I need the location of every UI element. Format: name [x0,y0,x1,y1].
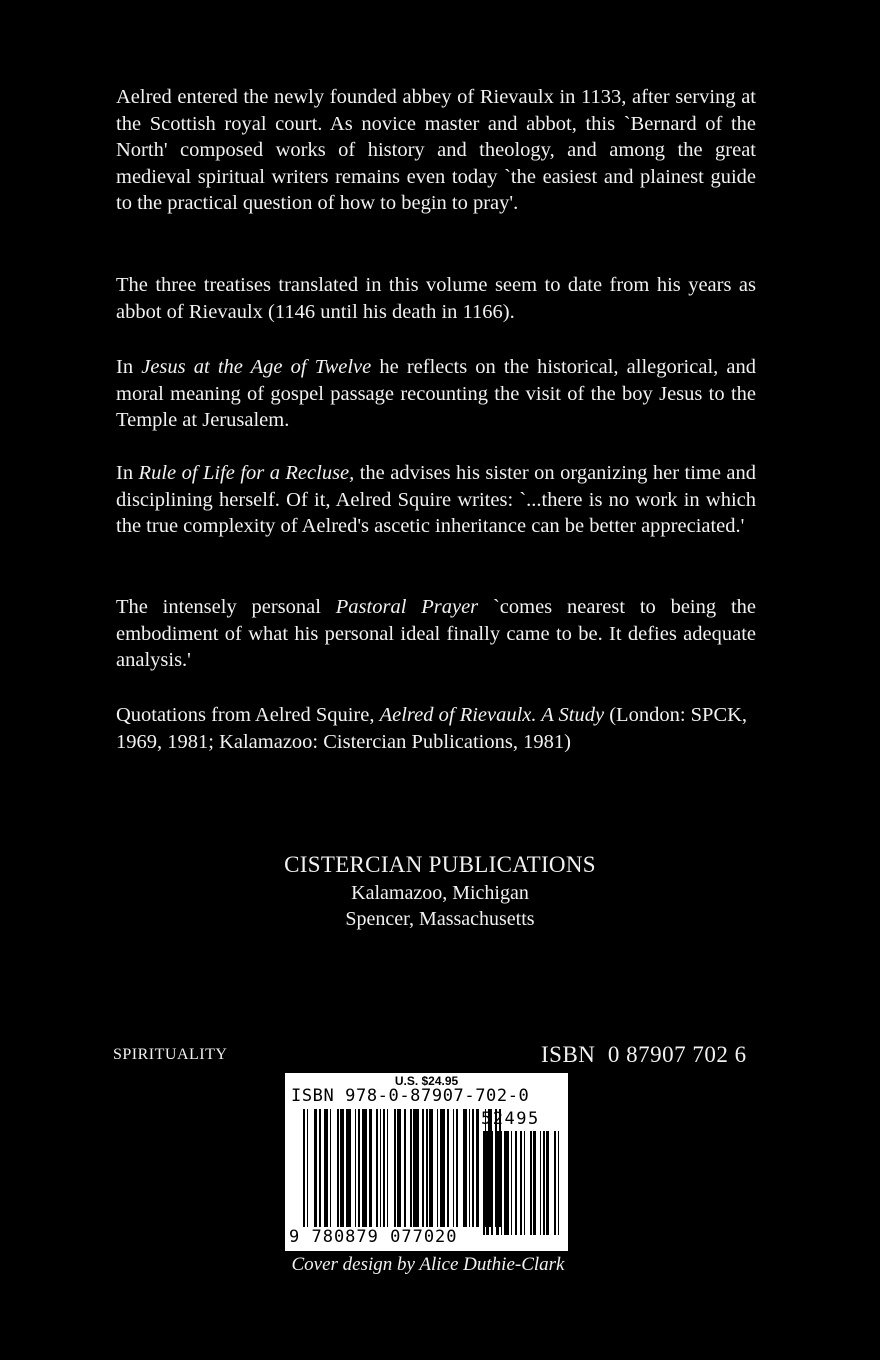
barcode-bar [476,1109,480,1227]
barcode-bar [404,1109,406,1227]
barcode-bar [383,1109,385,1227]
barcode-bar [554,1131,556,1235]
publisher-block [0,850,880,932]
barcode-bar [440,1109,445,1227]
ean-barcode [303,1109,473,1227]
barcode-bar [314,1109,318,1227]
publisher-name: CISTERCIAN PUBLICATIONS [284,852,596,877]
barcode-bar [515,1131,517,1235]
description-paragraph-1: Aelred entered the newly founded abbey of Rievaulx in 1133, after serving at the Scottish royal court. As novice master and abbot, this `Bernard of the North' composed works of history and theology, and among the great medieval spiritual writers remains even today `the easiest and plainest guide to the practical question of how to begin to pray'. [116,86,756,214]
barcode-bar [324,1109,328,1227]
barcode-bar [437,1109,439,1227]
addon-barcode [483,1131,563,1235]
cover-credit: Cover design by Alice Duthie-Clark [291,1254,565,1275]
barcode-bar [540,1131,542,1235]
barcode-bar [469,1109,471,1227]
barcode-bar [558,1131,560,1235]
description-paragraph-3: In Jesus at the Age of Twelve he reflects on the historical, allegorical, and moral meaning of gospel passage recounting the visit of the boy Jesus to the Temple at Jerusalem. [116,356,757,431]
barcode-bar [447,1109,449,1227]
barcode-bar [472,1109,474,1227]
book-title-rule: Rule of Life for a Recluse, [138,462,355,484]
barcode-bar [362,1109,367,1227]
barcode-bar [337,1109,339,1227]
barcode-bar [483,1131,485,1235]
barcode-bar [456,1109,458,1227]
barcode-bar [358,1109,360,1227]
barcode-bar [504,1131,509,1235]
description-paragraph-2: The three treatises translated in this volume seem to date from his years as abbot of Rievaulx (1146 until his death in 1166). [116,274,756,323]
category-label: SPIRITUALITY [113,1046,228,1063]
barcode-bar [546,1131,549,1235]
barcode-bar [530,1131,532,1235]
barcode-bar [340,1109,344,1227]
barcode-bar [511,1131,513,1235]
barcode-bar [453,1109,455,1227]
barcode-bar [380,1109,382,1227]
barcode-bar [387,1109,389,1227]
price-label: U.S. $24.95 [394,1074,459,1088]
ean-digits: 9 780879 077020 [289,1227,458,1247]
barcode-bar [355,1109,357,1227]
isbn13-label: ISBN 978-0-87907-702-0 [291,1086,530,1106]
barcode-bar [397,1109,401,1227]
barcode-bar [520,1131,522,1235]
barcode-bar [410,1109,412,1227]
barcode-bar [543,1131,545,1235]
barcode-bar [491,1131,493,1235]
barcode-bar [426,1109,428,1227]
barcode-bar [394,1109,396,1227]
barcode-bar [501,1131,503,1235]
barcode-bar [486,1131,489,1235]
barcode-bar [463,1109,467,1227]
publisher-location-2: Spencer, Massachusetts [345,908,535,930]
description-paragraph-4: In Rule of Life for a Recluse, the advises his sister on organizing her time and disciplining herself. Of it, Aelred Squire writes: `...there is no work in which the true complexity of Aelred's ascetic inheritance can be better appreciated.' [116,462,756,537]
book-title-prayer: Pastoral Prayer [335,596,479,618]
quotation-source: Quotations from Aelred Squire, Aelred of Rievaulx. A Study (London: SPCK, 1969, 1981; Kalamazoo: Cistercian Publications, 1981) [116,704,748,753]
barcode-bar [376,1109,378,1227]
barcode-bar [524,1131,526,1235]
barcode-bar [330,1109,332,1227]
barcode-box [285,1073,568,1251]
barcode-bar [369,1109,373,1227]
barcode-bar [429,1109,433,1227]
barcode-bar [307,1109,309,1227]
barcode-bar [533,1131,536,1235]
book-title-jesus: Jesus at the Age of Twelve [141,356,372,378]
barcode-bar [303,1109,305,1227]
book-title-study: Aelred of Rievaulx. A Study [379,704,605,726]
addon-code: 52495 [481,1109,540,1129]
barcode-bar [346,1109,351,1227]
barcode-bar [422,1109,424,1227]
barcode-bar [413,1109,418,1227]
barcode-bar [319,1109,321,1227]
isbn-label: ISBN 0 87907 702 6 [541,1042,747,1067]
description-paragraph-5: The intensely personal Pastoral Prayer `comes nearest to being the embodiment of what his personal ideal finally came to be. It defies adequate analysis.' [116,596,756,671]
publisher-location-1: Kalamazoo, Michigan [351,882,529,904]
barcode-bar [496,1131,499,1235]
